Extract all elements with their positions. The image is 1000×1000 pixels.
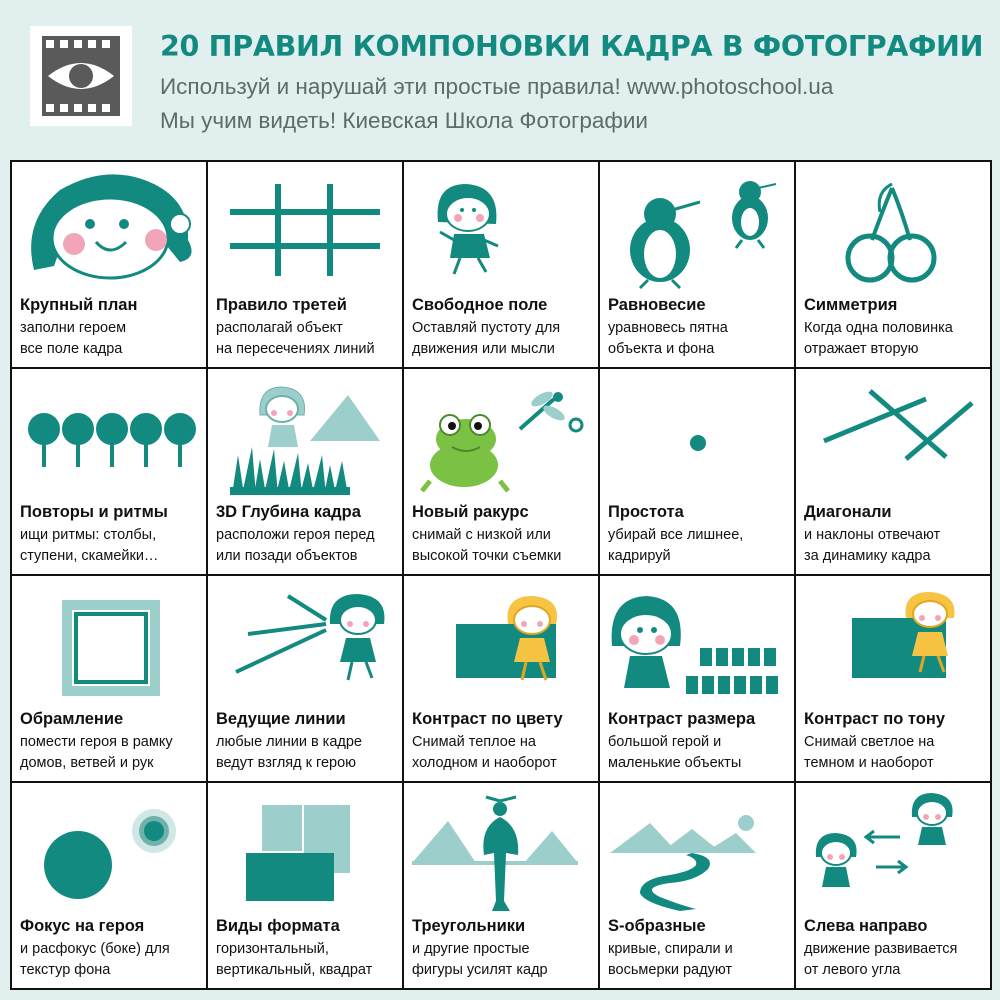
rule-description: заполни героем все поле кадра <box>20 320 127 357</box>
header <box>0 0 1000 150</box>
rule-description: располагай объект на пересечениях линий <box>216 320 375 357</box>
rule-title: Симметрия <box>804 296 898 314</box>
rule-card <box>600 576 794 781</box>
rule-title: Равновесие <box>608 296 706 314</box>
size-contrast-penguins-icon <box>600 576 794 706</box>
rule-card <box>600 369 794 574</box>
rule-description: Когда одна половинка отражает вторую <box>804 320 953 357</box>
triangle-figure-icon <box>404 783 598 913</box>
page-subtitle: Используй и нарушай эти простые правила! www.photoschool.ua <box>160 74 834 99</box>
rule-title: Контраст по цвету <box>412 710 563 728</box>
rule-card <box>404 162 598 367</box>
girl-face-closeup-icon <box>12 162 206 292</box>
rule-description: и другие простые фигуры усилят кадр <box>412 941 548 978</box>
rule-card <box>404 576 598 781</box>
rule-card <box>208 162 402 367</box>
rule-card <box>208 783 402 988</box>
frame-icon <box>12 576 206 706</box>
rule-title: Ведущие линии <box>216 710 346 728</box>
rule-title: Простота <box>608 503 684 521</box>
single-dot-icon <box>600 369 794 499</box>
girl-grass-mountain-icon <box>208 369 402 499</box>
rule-description: расположи героя перед или позади объектов <box>216 527 375 564</box>
cherry-symmetry-icon <box>796 162 990 292</box>
rule-description: помести героя в рамку домов, ветвей и рук <box>20 734 173 771</box>
rule-title: Обрамление <box>20 710 124 728</box>
rule-description: Снимай теплое на холодном и наоборот <box>412 734 557 771</box>
rule-description: кривые, спирали и восьмерки радуют <box>608 941 733 978</box>
rule-description: и наклоны отвечают за динамику кадра <box>804 527 941 564</box>
rule-card <box>12 369 206 574</box>
rule-card <box>208 576 402 781</box>
diagonal-lines-icon <box>796 369 990 499</box>
rule-card <box>208 369 402 574</box>
s-curve-road-icon <box>600 783 794 913</box>
rule-card <box>600 162 794 367</box>
rule-title: Свободное поле <box>412 296 548 314</box>
rule-description: движение развивается от левого угла <box>804 941 958 978</box>
rule-card <box>12 576 206 781</box>
tone-contrast-girl-icon <box>796 576 990 706</box>
rule-description: Оставляй пустоту для движения или мысли <box>412 320 561 357</box>
frog-dragonfly-icon <box>404 369 598 499</box>
rule-description: ищи ритмы: столбы, ступени, скамейки… <box>20 527 159 564</box>
rule-card <box>404 369 598 574</box>
girl-free-space-icon <box>404 162 598 292</box>
rule-description: и расфокус (боке) для текстур фона <box>20 941 170 978</box>
penguins-balance-icon <box>600 162 794 292</box>
page-title: 20 ПРАВИЛ КОМПОНОВКИ КАДРА В ФОТОГРАФИИ <box>160 30 984 63</box>
leading-lines-girl-icon <box>208 576 402 706</box>
rule-description: Снимай светлое на темном и наоборот <box>804 734 935 771</box>
rule-description: большой герой и маленькие объекты <box>608 734 742 771</box>
rule-card <box>796 162 990 367</box>
rule-title: Новый ракурс <box>412 503 529 521</box>
color-contrast-girl-icon <box>404 576 598 706</box>
rule-title: Слева направо <box>804 917 928 935</box>
rule-card <box>796 783 990 988</box>
rule-card <box>12 162 206 367</box>
page-slogan: Мы учим видеть! Киевская Школа Фотографии <box>160 108 649 133</box>
rule-card <box>12 783 206 988</box>
rule-description: снимай с низкой или высокой точки съемки <box>412 527 562 564</box>
rule-description: убирай все лишнее, кадрируй <box>608 527 744 564</box>
rule-title: Повторы и ритмы <box>20 503 168 521</box>
rule-card <box>796 369 990 574</box>
rule-card <box>796 576 990 781</box>
rule-title: Контраст по тону <box>804 710 946 728</box>
rule-description: уравновесь пятна объекта и фона <box>608 320 728 357</box>
rule-title: Крупный план <box>20 296 138 314</box>
rule-card <box>404 783 598 988</box>
rule-title: Фокус на героя <box>20 917 145 935</box>
left-to-right-girls-icon <box>796 783 990 913</box>
rule-title: Диагонали <box>804 503 892 521</box>
repeated-trees-icon <box>12 369 206 499</box>
rule-title: Правило третей <box>216 296 347 314</box>
rule-description: горизонтальный, вертикальный, квадрат <box>216 941 373 978</box>
rule-title: 3D Глубина кадра <box>216 503 361 521</box>
rule-title: Треугольники <box>412 917 526 935</box>
focus-bokeh-icon <box>12 783 206 913</box>
rule-title: S-образные <box>608 917 706 935</box>
rule-description: любые линии в кадре ведут взгляд к герою <box>216 734 362 771</box>
rule-title: Виды формата <box>216 917 340 935</box>
rules-grid <box>10 160 992 990</box>
eye-filmstrip-icon <box>30 26 132 126</box>
format-types-icon <box>208 783 402 913</box>
rule-card <box>600 783 794 988</box>
thirds-grid-icon <box>208 162 402 292</box>
rule-title: Контраст размера <box>608 710 756 728</box>
